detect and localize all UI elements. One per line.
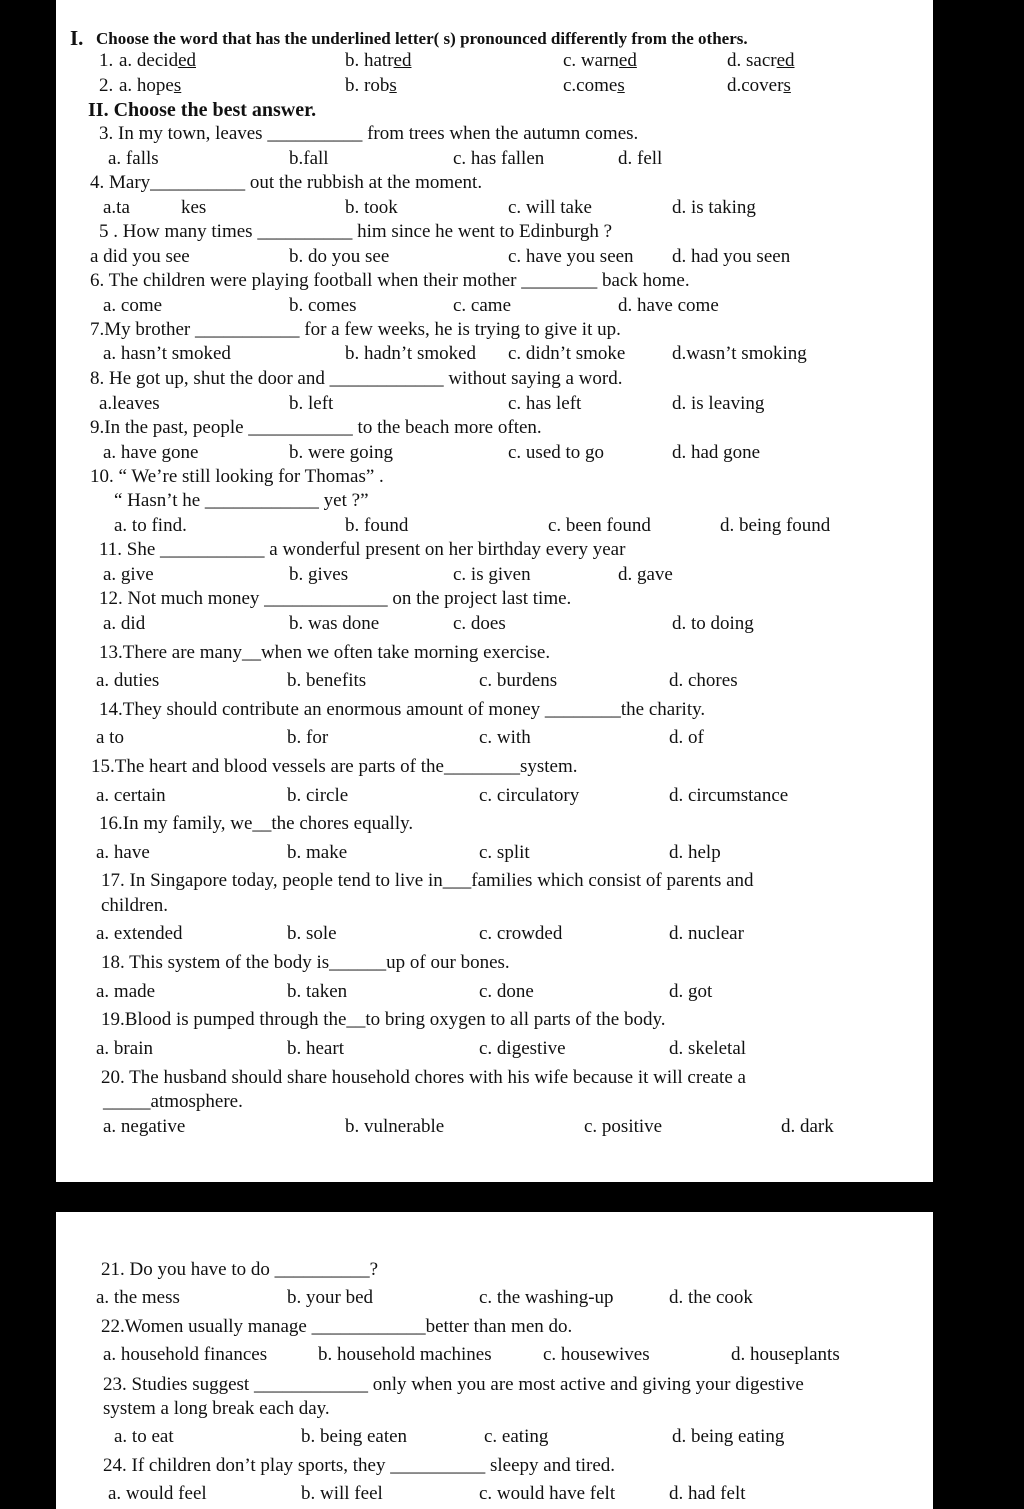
q4-option-b: b. took bbox=[345, 197, 398, 218]
q2-option-d: d.covers bbox=[727, 75, 791, 96]
q21-option-b: b. your bed bbox=[287, 1287, 374, 1308]
q20-stem-line2: _____atmosphere. bbox=[103, 1091, 243, 1112]
q11-option-d: d. gave bbox=[618, 564, 673, 585]
q11-option-c: c. is given bbox=[453, 564, 531, 585]
q24-option-c: c. would have felt bbox=[479, 1483, 616, 1504]
q6-option-b: b. comes bbox=[289, 295, 357, 316]
q3-option-b: b.fall bbox=[289, 148, 329, 169]
q17-option-d: d. nuclear bbox=[669, 923, 744, 944]
q8-option-b: b. left bbox=[289, 393, 334, 414]
q19-option-b: b. heart bbox=[287, 1038, 344, 1059]
q3-option-d: d. fell bbox=[618, 148, 663, 169]
q15-option-c: c. circulatory bbox=[479, 785, 580, 806]
q6-option-a: a. come bbox=[103, 295, 163, 316]
q23-option-a: a. to eat bbox=[114, 1426, 174, 1447]
q6-option-d: d. have come bbox=[618, 295, 719, 316]
q13-option-c: c. burdens bbox=[479, 670, 558, 691]
q20-option-d: d. dark bbox=[781, 1116, 834, 1137]
q22-stem: 22.Women usually manage ____________better than men do. bbox=[101, 1316, 573, 1337]
worksheet-page-1 bbox=[56, 0, 933, 1182]
q19-option-a: a. brain bbox=[96, 1038, 153, 1059]
q22-option-c: c. housewives bbox=[543, 1344, 650, 1365]
q12-stem: 12. Not much money _____________ on the project last time. bbox=[99, 588, 572, 609]
q18-option-b: b. taken bbox=[287, 981, 348, 1002]
q10-stem-line1: 10. “ We’re still looking for Thomas” . bbox=[90, 466, 384, 487]
q22-option-a: a. household finances bbox=[103, 1344, 268, 1365]
q12-option-b: b. was done bbox=[289, 613, 380, 634]
q14-option-b: b. for bbox=[287, 727, 329, 748]
q19-option-d: d. skeletal bbox=[669, 1038, 747, 1059]
q10-option-b: b. found bbox=[345, 515, 409, 536]
q10-stem-line2: “ Hasn’t he ____________ yet ?” bbox=[114, 490, 369, 511]
q24-stem: 24. If children don’t play sports, they __________ sleepy and tired. bbox=[103, 1455, 616, 1476]
q17-stem-line1: 17. In Singapore today, people tend to live in___families which consist of parents and bbox=[101, 870, 754, 891]
q11-option-b: b. gives bbox=[289, 564, 349, 585]
q13-option-b: b. benefits bbox=[287, 670, 367, 691]
q23-stem-line1: 23. Studies suggest ____________ only when you are most active and giving your digestive bbox=[103, 1374, 804, 1395]
q9-option-a: a. have gone bbox=[103, 442, 199, 463]
q22-option-d: d. houseplants bbox=[731, 1344, 840, 1365]
q4-option-a-part2: kes bbox=[181, 197, 207, 218]
q8-stem: 8. He got up, shut the door and ____________ without saying a word. bbox=[90, 368, 623, 389]
q18-stem: 18. This system of the body is______up of our bones. bbox=[101, 952, 510, 973]
q15-stem: 15.The heart and blood vessels are parts of the________system. bbox=[91, 756, 578, 777]
q1-option-a: a. decided bbox=[119, 50, 197, 71]
q14-option-a: a to bbox=[96, 727, 124, 748]
q17-option-c: c. crowded bbox=[479, 923, 563, 944]
q6-option-c: c. came bbox=[453, 295, 512, 316]
q23-stem-line2: system a long break each day. bbox=[103, 1398, 330, 1419]
q16-stem: 16.In my family, we__the chores equally. bbox=[99, 813, 414, 834]
q15-option-b: b. circle bbox=[287, 785, 349, 806]
q14-stem: 14.They should contribute an enormous amount of money ________the charity. bbox=[99, 699, 706, 720]
q18-option-c: c. done bbox=[479, 981, 534, 1002]
q5-option-a: a did you see bbox=[90, 246, 190, 267]
section-2-title: II. Choose the best answer. bbox=[88, 99, 317, 121]
q11-option-a: a. give bbox=[103, 564, 154, 585]
q20-option-a: a. negative bbox=[103, 1116, 186, 1137]
q23-option-d: d. being eating bbox=[672, 1426, 785, 1447]
q19-stem: 19.Blood is pumped through the__to bring oxygen to all parts of the body. bbox=[101, 1009, 666, 1030]
q1-option-c: c. warned bbox=[563, 50, 637, 71]
q24-option-d: d. had felt bbox=[669, 1483, 746, 1504]
q3-stem: 3. In my town, leaves __________ from trees when the autumn comes. bbox=[99, 123, 639, 144]
q7-option-c: c. didn’t smoke bbox=[508, 343, 626, 364]
q9-stem: 9.In the past, people ___________ to the beach more often. bbox=[90, 417, 542, 438]
q5-option-b: b. do you see bbox=[289, 246, 390, 267]
section-1-title: Choose the word that has the underlined letter( s) pronounced differently from the others. bbox=[96, 29, 748, 48]
q12-option-c: c. does bbox=[453, 613, 506, 634]
q9-option-c: c. used to go bbox=[508, 442, 605, 463]
q12-option-d: d. to doing bbox=[672, 613, 754, 634]
q4-stem: 4. Mary__________ out the rubbish at the moment. bbox=[90, 172, 483, 193]
q19-option-c: c. digestive bbox=[479, 1038, 566, 1059]
q21-option-c: c. the washing-up bbox=[479, 1287, 614, 1308]
q20-option-c: c. positive bbox=[584, 1116, 663, 1137]
q1-option-b: b. hatred bbox=[345, 50, 412, 71]
q13-stem: 13.There are many__when we often take morning exercise. bbox=[99, 642, 551, 663]
q6-stem: 6. The children were playing football when their mother ________ back home. bbox=[90, 270, 690, 291]
q7-stem: 7.My brother ___________ for a few weeks, he is trying to give it up. bbox=[90, 319, 621, 340]
q5-stem: 5 . How many times __________ him since he went to Edinburgh ? bbox=[99, 221, 613, 242]
section-1-roman: I. bbox=[70, 26, 84, 50]
worksheet-page-2 bbox=[56, 1212, 933, 1509]
q22-option-b: b. household machines bbox=[318, 1344, 492, 1365]
q11-stem: 11. She ___________ a wonderful present on her birthday every year bbox=[99, 539, 626, 560]
q21-option-a: a. the mess bbox=[96, 1287, 180, 1308]
q2-option-b: b. robs bbox=[345, 75, 397, 96]
q17-stem-line2: children. bbox=[101, 895, 169, 916]
q7-option-b: b. hadn’t smoked bbox=[345, 343, 477, 364]
q10-option-c: c. been found bbox=[548, 515, 651, 536]
q16-option-a: a. have bbox=[96, 842, 150, 863]
q7-option-a: a. hasn’t smoked bbox=[103, 343, 231, 364]
q12-option-a: a. did bbox=[103, 613, 146, 634]
q15-option-d: d. circumstance bbox=[669, 785, 789, 806]
q21-option-d: d. the cook bbox=[669, 1287, 753, 1308]
q14-option-c: c. with bbox=[479, 727, 531, 748]
q17-option-b: b. sole bbox=[287, 923, 337, 944]
q4-option-d: d. is taking bbox=[672, 197, 756, 218]
q3-option-c: c. has fallen bbox=[453, 148, 545, 169]
q16-option-d: d. help bbox=[669, 842, 721, 863]
q2-option-a: a. hopes bbox=[119, 75, 182, 96]
q10-option-d: d. being found bbox=[720, 515, 831, 536]
q20-option-b: b. vulnerable bbox=[345, 1116, 445, 1137]
q5-option-d: d. had you seen bbox=[672, 246, 791, 267]
q13-option-d: d. chores bbox=[669, 670, 738, 691]
q18-option-d: d. got bbox=[669, 981, 713, 1002]
q24-option-b: b. will feel bbox=[301, 1483, 383, 1504]
q23-option-c: c. eating bbox=[484, 1426, 549, 1447]
q16-option-b: b. make bbox=[287, 842, 348, 863]
q8-option-a: a.leaves bbox=[99, 393, 160, 414]
q8-option-d: d. is leaving bbox=[672, 393, 765, 414]
q23-option-b: b. being eaten bbox=[301, 1426, 408, 1447]
q7-option-d: d.wasn’t smoking bbox=[672, 343, 807, 364]
q9-option-d: d. had gone bbox=[672, 442, 761, 463]
q3-option-a: a. falls bbox=[108, 148, 159, 169]
q2-number: 2. bbox=[99, 75, 114, 96]
q13-option-a: a. duties bbox=[96, 670, 160, 691]
q2-option-c: c.comes bbox=[563, 75, 625, 96]
q1-number: 1. bbox=[99, 50, 114, 71]
q17-option-a: a. extended bbox=[96, 923, 183, 944]
q20-stem-line1: 20. The husband should share household chores with his wife because it will create a bbox=[101, 1067, 746, 1088]
q16-option-c: c. split bbox=[479, 842, 530, 863]
q4-option-a-part1: a.ta bbox=[103, 197, 130, 218]
q8-option-c: c. has left bbox=[508, 393, 582, 414]
q15-option-a: a. certain bbox=[96, 785, 166, 806]
q4-option-c: c. will take bbox=[508, 197, 592, 218]
q21-stem: 21. Do you have to do __________? bbox=[101, 1259, 379, 1280]
q18-option-a: a. made bbox=[96, 981, 156, 1002]
q9-option-b: b. were going bbox=[289, 442, 393, 463]
q14-option-d: d. of bbox=[669, 727, 704, 748]
q24-option-a: a. would feel bbox=[108, 1483, 207, 1504]
q5-option-c: c. have you seen bbox=[508, 246, 634, 267]
q1-option-d: d. sacred bbox=[727, 50, 795, 71]
q10-option-a: a. to find. bbox=[114, 515, 187, 536]
